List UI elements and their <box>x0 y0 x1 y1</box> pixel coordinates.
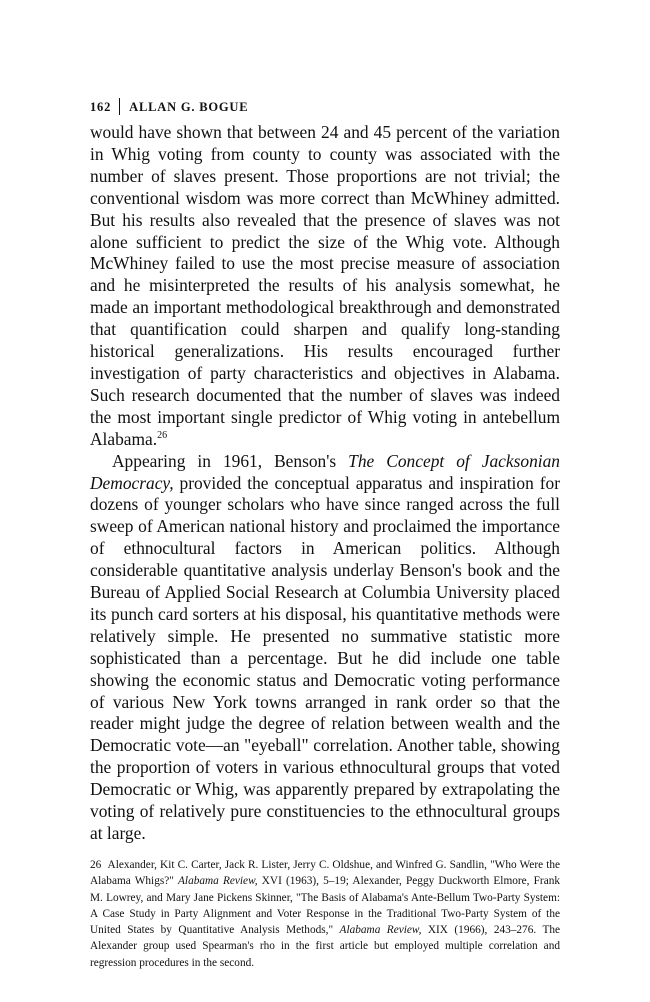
running-head <box>90 96 560 118</box>
book-title: The Concept of Jacksonian Democracy, <box>90 450 560 493</box>
paragraph-text: provided the conceptual apparatus and inspiration for dozens of younger scholars who have since ranged across the full sweep of American national history and proclaimed the importance of ethnocultural factors in American politics. Although considerable quantitative analysis underlay Benson's book and the Bureau of Applied Social Research at Columbia University placed its punch card sorters at his disposal, his quantitative methods were relatively simple. He presented no summative statistic more sophisticated than a percentage. But he did include one table showing the economic status and Democratic voting performance of various New York towns arranged in rank order so that the reader might judge the degree of relation between wealth and the Democratic vote—an "eyeball" correlation. Another table, showing the proportion of voters in various ethnocultural groups that voted Democratic or Whig, was apparently prepared by extrapolating the voting of relatively pure constituencies to the ethnocultural groups at large. <box>90 472 560 843</box>
paragraph-lead: Appearing in 1961, Benson's <box>112 450 349 471</box>
page-number: 162 <box>90 100 112 114</box>
footnotes <box>90 857 560 971</box>
author-name: ALLAN G. BOGUE <box>129 100 249 114</box>
book-page <box>90 96 560 971</box>
paragraph-continued <box>90 122 560 451</box>
footnote-text: Alexander, Kit C. Carter, Jack R. Lister, Jerry C. Oldshue, and Winfred G. Sandlin, "Who Were the Alabama Whigs?" <box>90 858 561 888</box>
footnote-number: 26 <box>90 858 102 871</box>
body-text <box>90 122 560 845</box>
paragraph-benson <box>90 451 560 845</box>
footnote-text: XIX (1966), 243–276. The Alexander group used Spearman's rho in the first article but employed multiple correlation and regression procedures in the second. <box>90 924 561 969</box>
paragraph-text: would have shown that between 24 and 45 percent of the variation in Whig voting from county to county was associated with the number of slaves present. Those proportions are not trivial; the conventional wisdom was more correct than McWhiney admitted. But his results also revealed that the presence of slaves was not alone sufficient to predict the size of the Whig vote. Although McWhiney failed to use the most precise measure of association and he misinterpreted the results of his analysis somewhat, he made an important methodological breakthrough and demonstrated that quantification could sharpen and qualify long-standing historical generalizations. His results encouraged further investigation of party characteristics and objectives in Alabama. Such research documented that the number of slaves was indeed the most important single predictor of Whig voting in antebellum Alabama. <box>90 122 560 449</box>
footnote-text: XVI (1963), 5–19; Alexander, Peggy Duckworth Elmore, Frank M. Lowrey, and Mary Jane Pickens Skinner, "The Basis of Alabama's Ante-Bellum Two-Party System: A Case Study in Party Alignment and Voter Response in the Traditional Two-Party System of the United States by Quantitative Analysis Methods," <box>90 875 561 937</box>
journal-title: Alabama Review, <box>339 924 422 937</box>
header-divider <box>119 98 120 115</box>
footnote-26 <box>90 857 560 971</box>
footnote-reference: 26 <box>157 429 168 441</box>
journal-title: Alabama Review, <box>178 875 258 888</box>
